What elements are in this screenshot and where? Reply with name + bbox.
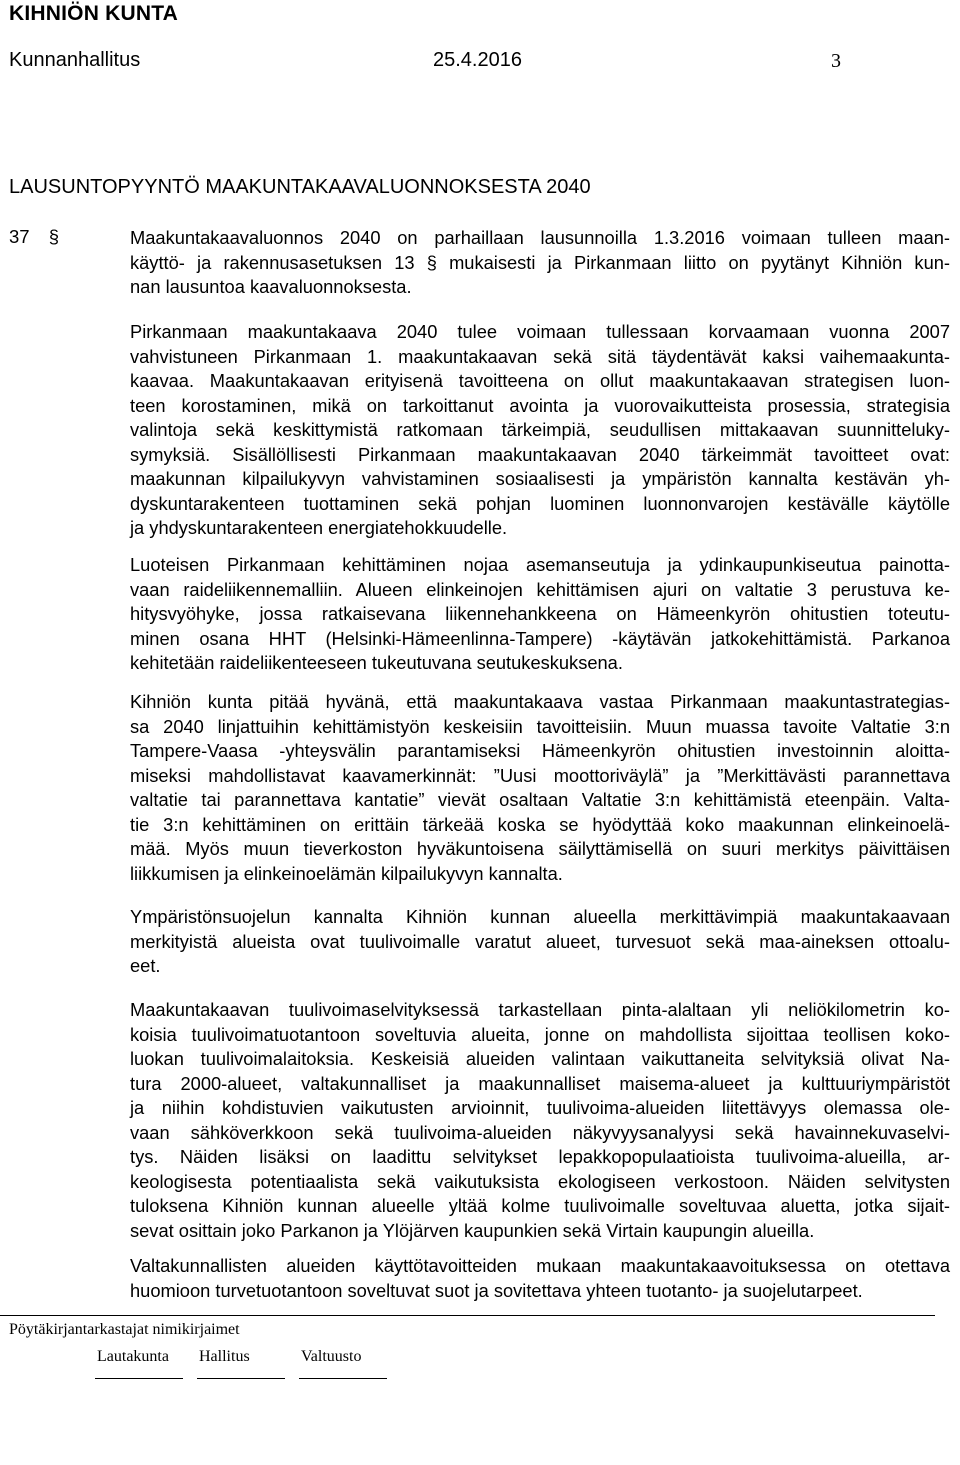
- paragraph-line: Maakuntakaavan tuulivoimaselvityksessä tarkastellaan pinta-alaltaan yli neliökilometrin ko-: [130, 999, 950, 1020]
- paragraph-line: keologisesta potentiaalista sekä vaikutuksista ekologiseen verkostoon. Näiden selvitysten: [130, 1170, 950, 1192]
- paragraph-line: Valtakunnallisten alueiden käyttötavoitteiden mukaan maakuntakaavoituksessa on otettava: [130, 1255, 950, 1276]
- paragraph-line: Ympäristönsuojelun kannalta Kihniön kunnan alueella merkittävimpiä maakuntakaavaan: [130, 906, 950, 927]
- footer-label-lautakunta: Lautakunta: [97, 1348, 169, 1365]
- paragraph: [130, 320, 950, 541]
- paragraph-line: liikkumisen ja elinkeinoelämän kilpailukyvyn kannalta.: [130, 862, 563, 884]
- footer-label-hallitus: Hallitus: [199, 1348, 250, 1365]
- footer-signature-line-valtuusto: [299, 1378, 387, 1379]
- paragraph-line: sa 2040 linjattuihin kehittämistyön keskeisiin tavoitteisiin. Muun muassa tavoite Valtatie 3:n: [130, 715, 950, 737]
- paragraph-line: tuloksena Kihniön kunnan alueelle yltää kolme tuulivoimalle soveltuvaa aluetta, jotka sijait-: [130, 1195, 950, 1216]
- paragraph-line: kaavaa. Maakuntakaavan erityisenä tavoitteena on ollut maakuntakaavan strategisen luon-: [130, 370, 950, 391]
- paragraph-line: mää. Myös muun tieverkoston hyväkuntoisena säilyttämisellä on suuri merkitys päivittäisen: [130, 838, 950, 859]
- paragraph-line: ja niihin kohdistuvien vaikutusten arvioinnit, tuulivoima-alueiden liitettävyys olemassa ole-: [130, 1097, 950, 1118]
- paragraph-line: koisia tuulivoimatuotantoon soveltuvia alueita, jonne on mahdollista sijoittaa teollisen koko-: [130, 1023, 950, 1045]
- paragraph-line: vahvistuneen Pirkanmaan 1. maakuntakaavan sekä sitä täydentävät kaksi vaihemaakunta-: [130, 345, 950, 367]
- paragraph-line: tie 3:n kehittäminen on erittäin tärkeää koska se hyödyttää koko maakunnan elinkeinoelä-: [130, 813, 950, 835]
- meeting-date: 25.4.2016: [433, 49, 522, 71]
- footer-signature-line-lautakunta: [95, 1378, 183, 1379]
- paragraph-line: miseksi mahdollistavat kaavamerkinnät: ”Uusi moottoriväylä” ja ”Merkittävästi parannettava: [130, 764, 950, 786]
- paragraph-line: nan lausuntoa kaavaluonnoksesta.: [130, 276, 412, 297]
- paragraph-line: ja yhdyskuntarakenteen energiatehokkuudelle.: [130, 517, 508, 538]
- paragraph-line: hitysvyöhyke, jossa ratkaisevana liikennehankkeena on Hämeenkyrön ohitustien toteutu-: [130, 603, 950, 624]
- organization-name: KIHNIÖN KUNTA: [9, 2, 179, 25]
- paragraph-line: tura 2000-alueet, valtakunnalliset ja maakunnalliset maisema-alueet ja kulttuuriympäristöt: [130, 1072, 950, 1094]
- paragraph-line: luokan tuulivoimalaitoksia. Keskeisiä alueiden valintaan vaikuttaneita selvityksiä olivat Na-: [130, 1048, 950, 1069]
- paragraph-line: kehitetään raideliikenteeseen tukeutuvana seutukeskuksena.: [130, 652, 623, 673]
- page-number: 3: [831, 50, 841, 72]
- paragraph-line: Tampere-Vaasa -yhteysvälin parantamiseksi Hämeenkyrön ohitustien investoinnin aloitta-: [130, 740, 950, 761]
- footer-divider: [0, 1315, 935, 1316]
- paragraph: [130, 998, 950, 1243]
- paragraph-line: Kihniön kunta pitää hyvänä, että maakuntakaava vastaa Pirkanmaan maakuntastrategias-: [130, 691, 950, 712]
- section-number: [9, 226, 59, 248]
- paragraph: [130, 226, 950, 300]
- paragraph: [130, 905, 950, 979]
- paragraph-line: sevat osittain joko Parkanon ja Ylöjärven kaupunkien sekä Virtain kaupungin alueilla.: [130, 1219, 815, 1241]
- paragraph-line: maakunnan kilpailukyvyn vahvistaminen sosiaalisesti ja ympäristön kannalta kestävän yh-: [130, 468, 950, 489]
- paragraph-line: vaan sähköverkkoon sekä tuulivoima-alueiden näkyvyysanalyysi sekä havainnekuvaselvi-: [130, 1121, 950, 1143]
- paragraph-line: minen osana HHT (Helsinki-Hämeenlinna-Tampere) -käytävän jatkokehittämistä. Parkanoa: [130, 627, 950, 649]
- paragraph-line: vaan raideliikennemalliin. Alueen elinkeinojen kehittämisen ajuri on valtatie 3 perustuva ke-: [130, 578, 950, 600]
- footer-title: Pöytäkirjantarkastajat nimikirjaimet: [9, 1321, 240, 1338]
- paragraph-line: dyskuntarakenteen tuottaminen sekä pohjan luominen luonnonvarojen kestävälle käytölle: [130, 492, 950, 514]
- paragraph-line: tys. Näiden lisäksi on laadittu selvitykset lepakkopopulaatioista tuulivoima-alueilla, ar-: [130, 1146, 950, 1167]
- paragraph-line: valtatie tai parannettava kantatie” vievät osaltaan Valtatie 3:n kehittämistä eteenpäin. Valta-: [130, 789, 950, 810]
- section-heading: LAUSUNTOPYYNTÖ MAAKUNTAKAAVALUONNOKSESTA 2040: [9, 176, 591, 198]
- footer-label-valtuusto: Valtuusto: [301, 1348, 362, 1365]
- paragraph-line: merkityistä alueista ovat tuulivoimalle varatut alueet, turvesuot sekä maa-aineksen ottoalu-: [130, 930, 950, 952]
- paragraph-line: Maakuntakaavaluonnos 2040 on parhaillaan lausunnoilla 1.3.2016 voimaan tulleen maan-: [130, 227, 950, 248]
- paragraph-line: huomioon turvetuotantoon soveltuvat suot ja sovitettava yhteen tuotanto- ja suojelutarpeet.: [130, 1279, 863, 1301]
- paragraph: [130, 1254, 950, 1303]
- section-sign: §: [48, 226, 60, 247]
- section-number-value: 37: [9, 226, 30, 247]
- paragraph: [130, 690, 950, 886]
- paragraph-line: Pirkanmaan maakuntakaava 2040 tulee voimaan tullessaan korvaamaan vuonna 2007: [130, 321, 950, 342]
- paragraph-line: symyksiä. Sisällöllisesti Pirkanmaan maakuntakaavan 2040 tärkeimmät tavoitteet ovat:: [130, 443, 950, 465]
- paragraph: [130, 553, 950, 676]
- footer-signature-line-hallitus: [197, 1378, 285, 1379]
- meeting-body: Kunnanhallitus: [9, 49, 141, 71]
- paragraph-line: eet.: [130, 955, 161, 976]
- paragraph-line: teen korostaminen, mikä on tarkoittanut avointa ja vuorovaikutteista prosessia, strategisia: [130, 394, 950, 416]
- paragraph-line: Luoteisen Pirkanmaan kehittäminen nojaa asemanseutuja ja ydinkaupunkiseutua painotta-: [130, 554, 950, 575]
- paragraph-line: valintoja sekä keskittymistä ratkomaan tärkeimpiä, seudullisen mittakaavan suunnitteluky-: [130, 419, 950, 440]
- paragraph-line: käyttö- ja rakennusasetuksen 13 § mukaisesti ja Pirkanmaan liitto on pyytänyt Kihniön kun-: [130, 251, 950, 273]
